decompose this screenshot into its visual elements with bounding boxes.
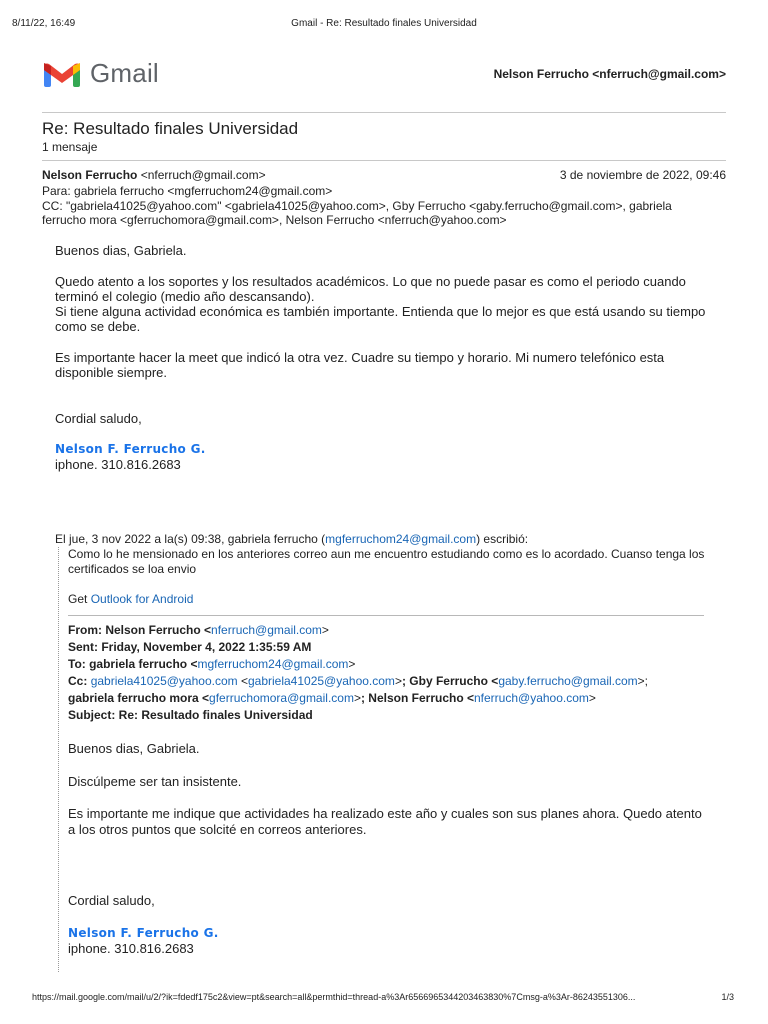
orig-sent bbox=[68, 639, 708, 656]
get-prefix: Get bbox=[68, 592, 91, 606]
paragraph: Si tiene alguna actividad económica es también importante. Entienda que lo mejor es que está usando su tiempo como se debe. bbox=[55, 304, 706, 334]
message-to: Para: gabriela ferrucho <mgferruchom24@gmail.com> bbox=[42, 184, 333, 198]
signature-phone: iphone. 310.816.2683 bbox=[55, 457, 181, 472]
sender-email: <nferruch@gmail.com> bbox=[140, 168, 266, 182]
quoted-closing: Cordial saludo, bbox=[68, 893, 155, 908]
orig-cc-link[interactable]: nferruch@yahoo.com bbox=[474, 691, 589, 705]
quoted-paragraph: Es importante me indique que actividades ha realizado este año y cuales son sus planes ahora. Quedo atento a los otros puntos que solcité en correos anteriores. bbox=[68, 806, 702, 837]
orig-cc-link[interactable]: gferruchomora@gmail.com bbox=[209, 691, 354, 705]
gmail-logo[interactable] bbox=[42, 58, 159, 89]
original-headers bbox=[68, 622, 708, 724]
outlook-for-android-link[interactable]: Outlook for Android bbox=[90, 592, 194, 606]
quote-attribution-email-link[interactable]: mgferruchom24@gmail.com bbox=[325, 532, 477, 546]
orig-cc-label: Cc: bbox=[68, 674, 88, 688]
message-cc: CC: "gabriela41025@yahoo.com" <gabriela41025@yahoo.com>, Gby Ferrucho <gaby.ferrucho@gmail.com>, gabriela ferrucho mora <gferruchomora@gmail.com>, Nelson Ferrucho <nferruch@yahoo.com> bbox=[42, 199, 672, 227]
print-datetime: 8/11/22, 16:49 bbox=[12, 18, 76, 29]
message-body bbox=[55, 243, 715, 472]
subject-divider bbox=[42, 160, 726, 161]
quoted-signature-name: Nelson F. Ferrucho G. bbox=[68, 926, 219, 940]
sender-name: Nelson Ferrucho bbox=[42, 168, 138, 182]
signature-name: Nelson F. Ferrucho G. bbox=[55, 442, 206, 456]
orig-cc-gby: ; Gby Ferrucho < bbox=[401, 674, 499, 688]
orig-cc-mora: gabriela ferrucho mora < bbox=[68, 691, 210, 705]
orig-subject-text: Subject: Re: Resultado finales Universidad bbox=[68, 708, 313, 722]
orig-to: To: gabriela ferrucho <mgferruchom24@gmail.com> bbox=[68, 657, 356, 671]
message-count: 1 mensaje bbox=[42, 140, 98, 154]
quote-border bbox=[58, 547, 59, 972]
orig-sent-text: Sent: Friday, November 4, 2022 1:35:59 AM bbox=[68, 640, 312, 654]
message-date: 3 de noviembre de 2022, 09:46 bbox=[559, 168, 726, 182]
quote-attribution-suffix: ) escribió: bbox=[476, 532, 529, 546]
gmail-wordmark: Gmail bbox=[90, 58, 159, 88]
orig-cc-nelson: ; Nelson Ferrucho < bbox=[360, 691, 474, 705]
orig-cc-link[interactable]: gaby.ferrucho@gmail.com bbox=[498, 674, 638, 688]
print-title: Gmail - Re: Resultado finales Universidad bbox=[291, 18, 477, 29]
orig-from-email-link[interactable]: nferruch@gmail.com bbox=[211, 623, 322, 637]
quoted-paragraph: Discúlpeme ser tan insistente. bbox=[68, 774, 242, 789]
orig-from: From: Nelson Ferrucho <nferruch@gmail.com> bbox=[68, 623, 329, 637]
account-label: Nelson Ferrucho <nferruch@gmail.com> bbox=[493, 67, 726, 81]
quote-attribution bbox=[55, 532, 528, 546]
quoted-text: Como lo he mensionado en los anteriores correo aun me encuentro estudiando como es lo acordado. Cuanso tenga los certificados se loa envio bbox=[68, 547, 705, 576]
orig-to-label: To: bbox=[68, 657, 86, 671]
message-from bbox=[42, 168, 266, 182]
quoted-message bbox=[68, 547, 708, 957]
quoted-signature-phone: iphone. 310.816.2683 bbox=[68, 941, 194, 956]
quoted-body bbox=[68, 741, 708, 957]
orig-from-name: Nelson Ferrucho < bbox=[102, 623, 212, 637]
paragraph: Es importante hacer la meet que indicó la otra vez. Cuadre su tiempo y horario. Mi numero telefónico esta disponible siempre. bbox=[55, 350, 665, 380]
quote-divider bbox=[68, 615, 704, 616]
quoted-get-line bbox=[68, 592, 708, 607]
greeting: Buenos dias, Gabriela. bbox=[55, 243, 187, 258]
header-divider bbox=[42, 112, 726, 113]
orig-cc: Cc: gabriela41025@yahoo.com <gabriela41025@yahoo.com>; Gby Ferrucho <gaby.ferrucho@gmail.com>; gabriela ferrucho mora <gferruchomora@gmail.com>; Nelson Ferrucho <nferruch@yahoo.com> bbox=[68, 674, 649, 705]
closing: Cordial saludo, bbox=[55, 411, 142, 426]
print-page-number: 1/3 bbox=[721, 992, 734, 1002]
orig-from-label: From: bbox=[68, 623, 102, 637]
quote-attribution-text: El jue, 3 nov 2022 a la(s) 09:38, gabriela ferrucho ( bbox=[55, 532, 326, 546]
gmail-m-icon bbox=[42, 59, 82, 89]
orig-cc-link[interactable]: gabriela41025@yahoo.com bbox=[247, 674, 395, 688]
print-footer-url: https://mail.google.com/mail/u/2/?ik=fdedf175c2&view=pt&search=all&permthid=thread-a%3Ar6566965344203463830%7Cmsg-a%3Ar-86243551306... bbox=[32, 992, 636, 1002]
orig-to-email-link[interactable]: mgferruchom24@gmail.com bbox=[197, 657, 349, 671]
thread-subject: Re: Resultado finales Universidad bbox=[42, 119, 299, 138]
paragraph: Quedo atento a los soportes y los resultados académicos. Lo que no puede pasar es como el periodo cuando terminó el colegio (medio año descansando). bbox=[55, 274, 686, 304]
quoted-greeting: Buenos dias, Gabriela. bbox=[68, 741, 200, 756]
orig-to-name: gabriela ferrucho < bbox=[85, 657, 198, 671]
orig-cc-link[interactable]: gabriela41025@yahoo.com bbox=[90, 674, 238, 688]
orig-subject bbox=[68, 707, 708, 724]
